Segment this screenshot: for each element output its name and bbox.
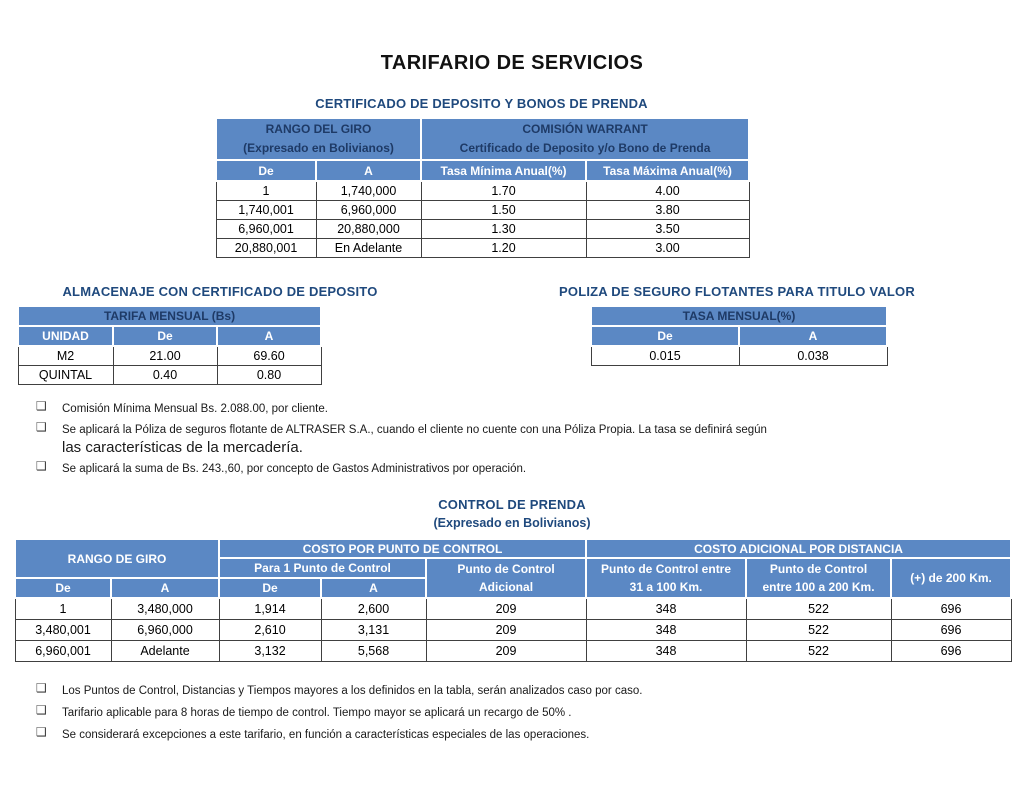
table-cell: 0.015 <box>591 346 739 365</box>
table-cell: 1,740,000 <box>316 181 421 200</box>
control-col-de-2: De <box>219 578 321 598</box>
control-header-rango: RANGO DE GIRO <box>15 539 219 578</box>
table-cell: 696 <box>891 640 1011 661</box>
warrant-header-comision-line1: COMISIÓN WARRANT <box>522 122 648 136</box>
table-cell: QUINTAL <box>18 365 113 384</box>
table-cell: 522 <box>746 640 891 661</box>
warrant-header-rango-line1: RANGO DEL GIRO <box>265 122 372 136</box>
control-header-costo-punto: COSTO POR PUNTO DE CONTROL <box>219 539 586 558</box>
almacenaje-table <box>17 305 322 385</box>
control-header-100-200-line1: Punto de Control <box>769 562 868 576</box>
table-cell: 3,131 <box>321 619 426 640</box>
note-text: Se aplicará la suma de Bs. 243.,60, por concepto de Gastos Administrativos por operación. <box>62 463 527 475</box>
table-cell: 3,480,000 <box>111 598 219 619</box>
table-cell: 1.20 <box>421 238 586 257</box>
table-row <box>18 346 321 365</box>
control-header-mas-200: (+) de 200 Km. <box>891 558 1011 598</box>
warrant-header-rango <box>216 118 421 160</box>
table-row <box>15 640 1011 661</box>
table-cell: 0.40 <box>113 365 217 384</box>
control-header-31-100 <box>586 558 746 598</box>
warrant-header-comision-line2: Certificado de Deposito y/o Bono de Prenda <box>459 141 711 155</box>
table-cell: 209 <box>426 619 586 640</box>
warrant-col-tasa-max: Tasa Máxima Anual(%) <box>586 160 749 181</box>
note-item <box>36 725 589 743</box>
table-cell: 21.00 <box>113 346 217 365</box>
table-row <box>216 238 749 257</box>
table-cell: 209 <box>426 640 586 661</box>
table-cell: 1.30 <box>421 219 586 238</box>
control-header-100-200-line2: entre 100 a 200 Km. <box>762 580 875 594</box>
note-item <box>36 681 642 699</box>
poliza-table <box>590 305 888 366</box>
table-row <box>216 181 749 200</box>
control-header-100-200 <box>746 558 891 598</box>
table-cell: 3.80 <box>586 200 749 219</box>
poliza-col-de: De <box>591 326 739 346</box>
table-cell: 3,480,001 <box>15 619 111 640</box>
table-cell: 1 <box>15 598 111 619</box>
table-row <box>216 219 749 238</box>
table-cell: 4.00 <box>586 181 749 200</box>
checkbox-bullet-icon: ❑ <box>36 681 47 695</box>
control-header-costo-distancia: COSTO ADICIONAL POR DISTANCIA <box>586 539 1011 558</box>
table-row <box>18 365 321 384</box>
table-cell: 522 <box>746 598 891 619</box>
page-title: TARIFARIO DE SERVICIOS <box>380 52 644 74</box>
table-cell: 348 <box>586 640 746 661</box>
table-cell: 1,914 <box>219 598 321 619</box>
note-item <box>36 420 767 438</box>
note-item-continuation <box>62 439 303 457</box>
table-cell: 3,132 <box>219 640 321 661</box>
warrant-col-de: De <box>216 160 316 181</box>
checkbox-bullet-icon: ❑ <box>36 725 47 739</box>
warrant-header-rango-line2: (Expresado en Bolivianos) <box>243 141 394 155</box>
table-cell: 0.80 <box>217 365 321 384</box>
table-cell: 1.50 <box>421 200 586 219</box>
table-cell: 20,880,001 <box>216 238 316 257</box>
checkbox-bullet-icon: ❑ <box>36 703 47 717</box>
almacenaje-col-a: A <box>217 326 321 346</box>
table-cell: 696 <box>891 619 1011 640</box>
note-item <box>36 399 328 417</box>
table-cell: 1 <box>216 181 316 200</box>
table-cell: 1,740,001 <box>216 200 316 219</box>
poliza-col-a: A <box>739 326 887 346</box>
note-item <box>36 459 526 477</box>
control-table <box>14 538 1012 662</box>
checkbox-bullet-icon: ❑ <box>36 420 47 434</box>
warrant-table <box>215 117 750 258</box>
control-header-adicional <box>426 558 586 598</box>
table-cell: 1.70 <box>421 181 586 200</box>
table-cell: 2,600 <box>321 598 426 619</box>
control-col-a-1: A <box>111 578 219 598</box>
note-text: Tarifario aplicable para 8 horas de tiempo de control. Tiempo mayor se aplicará un recargo de 50% . <box>62 707 572 719</box>
table-cell: 2,610 <box>219 619 321 640</box>
control-header-adicional-line1: Punto de Control <box>457 562 555 576</box>
checkbox-bullet-icon: ❑ <box>36 459 47 473</box>
note-text: Comisión Mínima Mensual Bs. 2.088.00, por cliente. <box>62 403 328 415</box>
note-item <box>36 703 571 721</box>
almacenaje-col-unidad: UNIDAD <box>18 326 113 346</box>
control-section-title: CONTROL DE PRENDA <box>438 497 586 512</box>
control-col-de-1: De <box>15 578 111 598</box>
table-row <box>216 200 749 219</box>
control-header-para1: Para 1 Punto de Control <box>219 558 426 578</box>
almacenaje-section-title: ALMACENAJE CON CERTIFICADO DE DEPOSITO <box>62 284 378 299</box>
checkbox-bullet-icon: ❑ <box>36 399 47 413</box>
warrant-col-tasa-min: Tasa Mínima Anual(%) <box>421 160 586 181</box>
control-header-31-100-line1: Punto de Control entre <box>601 562 732 576</box>
almacenaje-col-de: De <box>113 326 217 346</box>
table-cell: Adelante <box>111 640 219 661</box>
poliza-section-title: POLIZA DE SEGURO FLOTANTES PARA TITULO VALOR <box>559 284 915 299</box>
control-header-adicional-line2: Adicional <box>479 580 534 594</box>
poliza-header: TASA MENSUAL(%) <box>591 306 887 326</box>
table-row <box>15 619 1011 640</box>
note-text: Los Puntos de Control, Distancias y Tiempos mayores a los definidos en la tabla, serán analizados caso por caso. <box>62 685 643 697</box>
table-cell: 348 <box>586 619 746 640</box>
table-cell: 3.00 <box>586 238 749 257</box>
table-cell: 696 <box>891 598 1011 619</box>
note-text: Se considerará excepciones a este tarifario, en función a características especiales de las operaciones. <box>62 729 590 741</box>
warrant-section-title: CERTIFICADO DE DEPOSITO Y BONOS DE PRENDA <box>315 96 648 111</box>
table-cell: 20,880,000 <box>316 219 421 238</box>
table-cell: 348 <box>586 598 746 619</box>
table-row <box>15 598 1011 619</box>
warrant-col-a: A <box>316 160 421 181</box>
table-cell: 0.038 <box>739 346 887 365</box>
table-cell: 5,568 <box>321 640 426 661</box>
note-text: las características de la mercadería. <box>62 439 303 456</box>
note-text: Se aplicará la Póliza de seguros flotante de ALTRASER S.A., cuando el cliente no cuente con una Póliza Propia. La tasa se definirá según <box>62 424 767 436</box>
table-cell: 3.50 <box>586 219 749 238</box>
table-cell: En Adelante <box>316 238 421 257</box>
almacenaje-header: TARIFA MENSUAL (Bs) <box>18 306 321 326</box>
table-cell: 6,960,000 <box>111 619 219 640</box>
table-row <box>591 346 887 365</box>
table-cell: 69.60 <box>217 346 321 365</box>
control-col-a-2: A <box>321 578 426 598</box>
control-header-31-100-line2: 31 a 100 Km. <box>629 580 703 594</box>
table-cell: 6,960,000 <box>316 200 421 219</box>
table-cell: 6,960,001 <box>216 219 316 238</box>
warrant-header-comision <box>421 118 749 160</box>
table-cell: 6,960,001 <box>15 640 111 661</box>
table-cell: 522 <box>746 619 891 640</box>
table-cell: 209 <box>426 598 586 619</box>
control-section-subtitle: (Expresado en Bolivianos) <box>433 516 591 530</box>
table-cell: M2 <box>18 346 113 365</box>
